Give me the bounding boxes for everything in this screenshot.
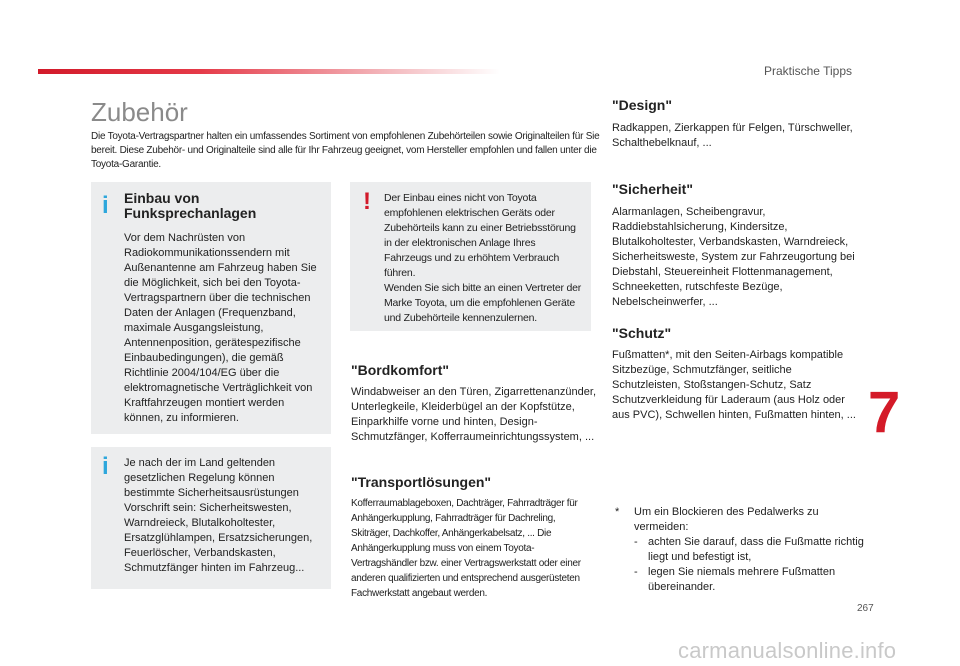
info-box-radio-installation — [91, 182, 331, 434]
design-body-wrap — [612, 121, 862, 151]
info-box-body: Vor dem Nachrüsten von Radiokommunikationssendern mit Außenantenne am Fahrzeug haben Sie die Möglichkeit, sich bei den Toyota-Vertragspartnern über die technischen Daten der Anlagen (Frequenzband, maximale Ausgangsleistung, Antennenposition, gerätespezifische Einbaubedingungen), die gemäß Richtlinie 2004/104/EG über die elektromagnetische Verträglichkeit von Kraftfahrzeugen montiert werden können, zu informieren. — [124, 232, 317, 424]
sicherheit-body-wrap — [612, 205, 862, 310]
watermark: carmanualsonline.info — [678, 638, 897, 663]
chapter-number: 7 — [868, 380, 901, 445]
transport-body: Kofferraumablageboxen, Dachträger, Fahrradträger für Anhängerkupplung, Fahrradträger für Dachreling, Skiträger, Dachkoffer, Anhängerkabelsatz, ... Die Anhängerkupplung muss von einem Toyota-Vertragshändler bzw. einer Vertragswerkstatt oder einer anderen qualifizierten und entsprechend ausgerüsteten Fachwerkstatt angebaut werden. — [351, 498, 581, 599]
schutz-body-wrap — [612, 348, 862, 423]
warning-body-1: Der Einbau eines nicht von Toyota empfohlenen elektrischen Geräts oder Zubehörteils kann zu einer Betriebsstörung in der elektronischen Anlage Ihres Fahrzeugs und zu erhöhtem Verbrauch führen. — [384, 192, 576, 279]
warning-box — [350, 182, 591, 331]
info-box-safety-equipment — [91, 447, 331, 589]
schutz-heading: "Schutz" — [612, 325, 672, 341]
footnote-item-text: achten Sie darauf, dass die Fußmatte richtig liegt und befestigt ist, — [648, 536, 864, 563]
bordkomfort-section — [351, 362, 449, 378]
footnote-dash: - — [634, 536, 638, 548]
bordkomfort-heading: "Bordkomfort" — [351, 362, 450, 378]
transport-body-wrap — [351, 496, 596, 601]
info-box-heading: Einbau von Funksprechanlagen — [124, 190, 257, 221]
footnote-item-text: legen Sie niemals mehrere Fußmatten übereinander. — [648, 566, 836, 593]
design-body: Radkappen, Zierkappen für Felgen, Türschweller, Schalthebelknauf, ... — [612, 122, 853, 149]
page-title: Zubehör — [91, 97, 188, 127]
schutz-section — [612, 325, 671, 341]
section-label: Praktische Tipps — [763, 64, 852, 78]
design-section — [612, 97, 672, 113]
transport-heading: "Transportlösungen" — [351, 474, 492, 490]
transport-section — [351, 474, 491, 490]
bordkomfort-body-wrap — [351, 385, 596, 445]
design-heading: "Design" — [612, 97, 672, 113]
schutz-body: Fußmatten*, mit den Seiten-Airbags kompatible Sitzbezüge, Schmutzfänger, seitliche Schutzleisten, Stoßstangen-Schutz, Satz Schutzverkleidung für Laderaum (aus Holz oder aus PVC), Schwellen hinten, Fußmatten hinten, ... — [612, 349, 856, 421]
bordkomfort-body: Windabweiser an den Türen, Zigarrettenanzünder, Unterlegkeile, Kleiderbügel an der Kopfstütze, Einparkhilfe vorne und hinten, Design-Schmutzfänger, Kofferraumeinrichtungssystem, ... — [351, 386, 596, 443]
intro-text: Die Toyota-Vertragspartner halten ein umfassendes Sortiment von empfohlenen Zubehörteilen sowie Originalteilen für Sie bereit. Diese Zubehör- und Originalteile sind alle für Ihr Fahrzeug geeignet, vom Hersteller empfohlen und fallen unter die Toyota-Garantie. — [91, 131, 600, 170]
info-icon: i — [102, 453, 109, 480]
sicherheit-body: Alarmanlagen, Scheibengravur, Raddiebstahlsicherung, Kindersitze, Blutalkoholtester, Verbandskasten, Warndreieck, Sicherheitsweste, System zur Fahrzeugortung bei Diebstahl, Steuereinheit Flottenmanagement, Schneeketten, rutschfeste Bezüge, Nebelscheinwerfer, ... — [612, 206, 855, 308]
warning-icon: ! — [363, 188, 371, 215]
page-number: 267 — [857, 603, 874, 614]
header-accent-bar — [38, 69, 500, 74]
footnote-marker: * — [615, 506, 620, 518]
sicherheit-heading: "Sicherheit" — [612, 181, 693, 197]
info-icon: i — [102, 192, 109, 219]
footnote-dash: - — [634, 566, 638, 578]
sicherheit-section — [612, 181, 693, 197]
info-box-body: Je nach der im Land geltenden gesetzlichen Regelung können bestimmte Sicherheitsausrüstungen Vorschrift sein: Sicherheitswesten, Warndreieck, Blutalkoholtester, Ersatzglühlampen, Ersatzsicherungen, Feuerlöscher, Verbandskasten, Schmutzfänger hinten im Fahrzeug... — [124, 457, 313, 574]
footnote-text: Um ein Blockieren des Pedalwerks zu vermeiden: — [634, 506, 819, 533]
warning-body-2: Wenden Sie sich bitte an einen Vertreter der Marke Toyota, um die empfohlenen Geräte und Zubehörteile kennenzulernen. — [384, 282, 582, 324]
